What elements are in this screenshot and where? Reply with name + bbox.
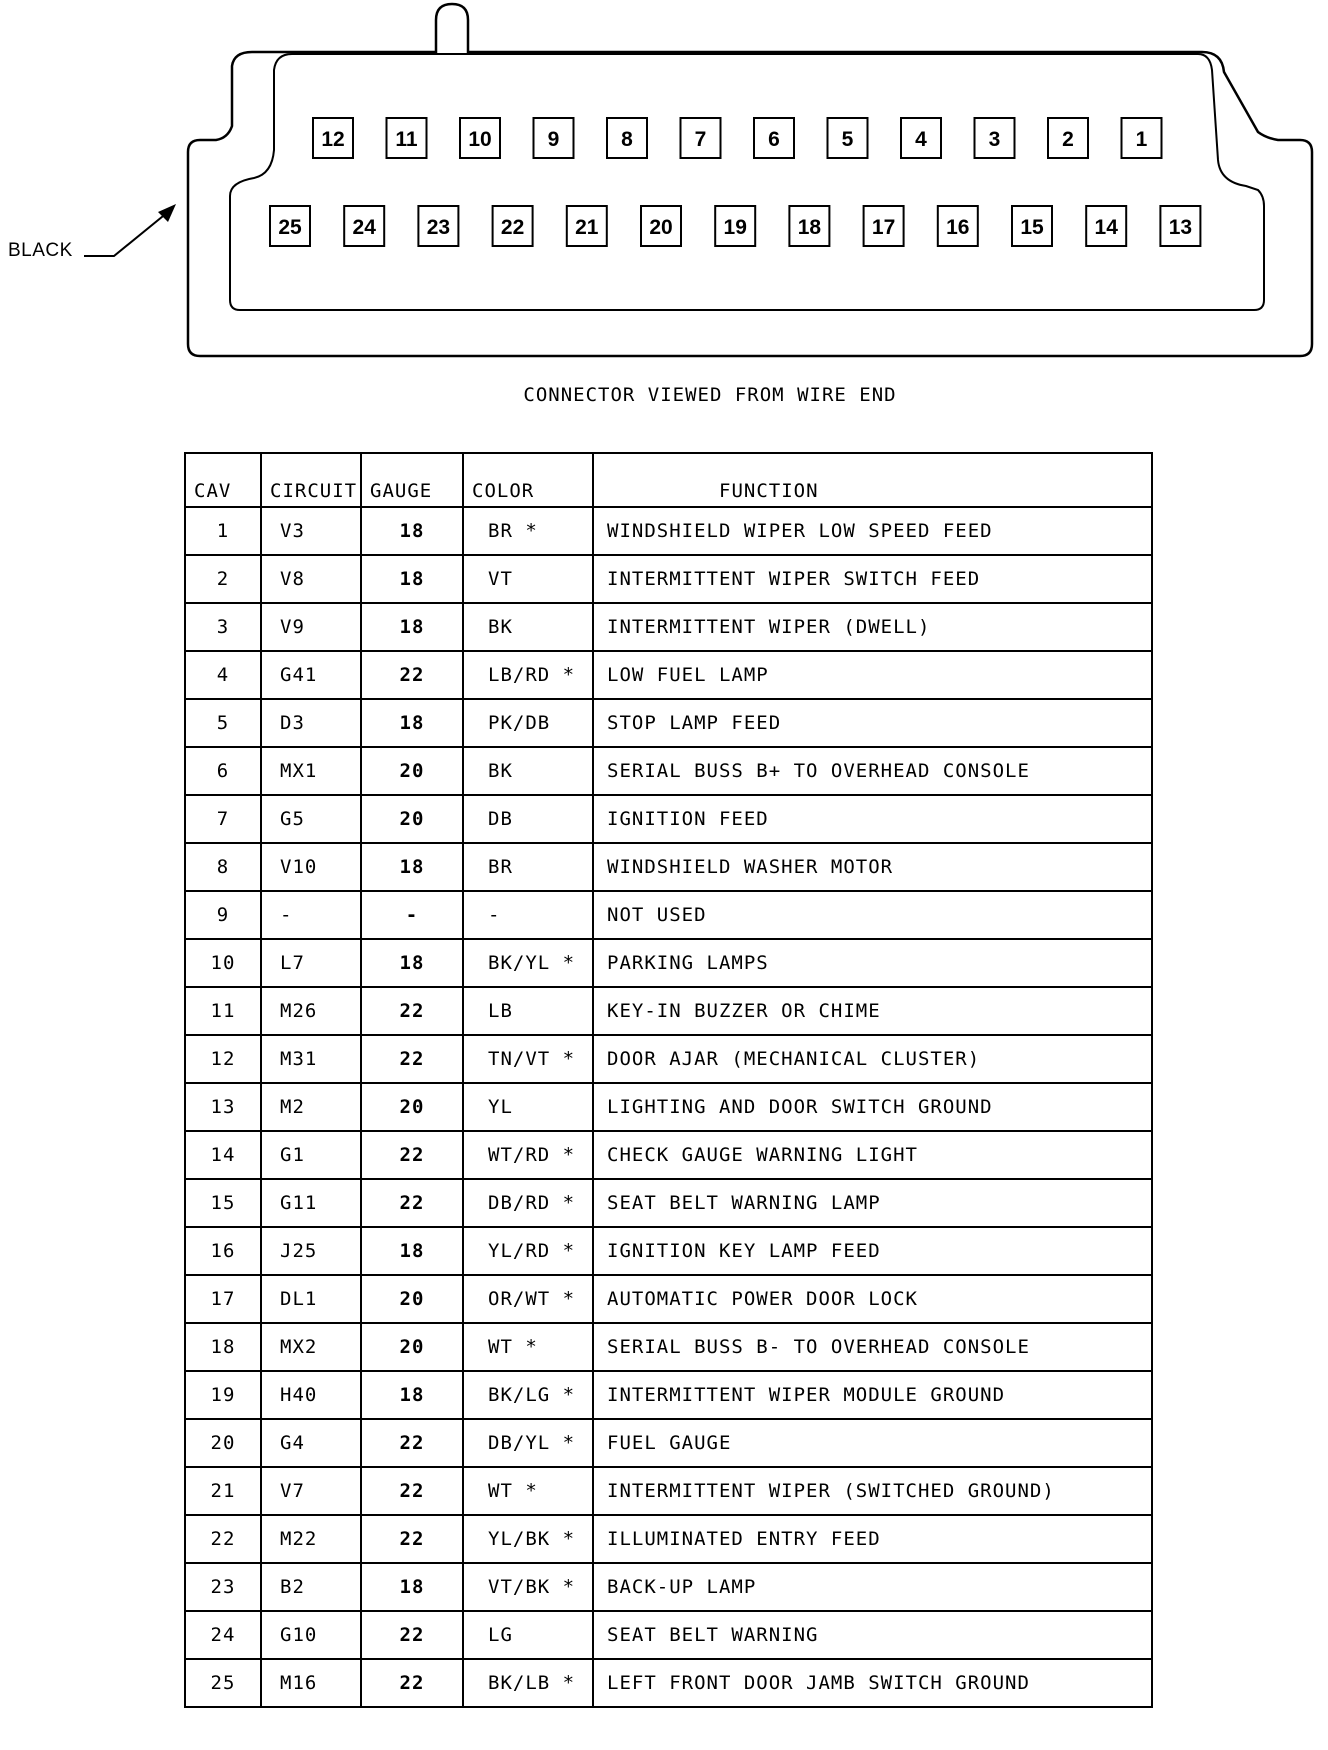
connector-inner-insert [230,54,1264,310]
table-row [185,1131,1152,1179]
cell-circuit: M2 [261,1083,361,1131]
cell-color: - [463,891,593,939]
pin-number: 1 [1135,128,1148,151]
cell-cav: 4 [185,651,261,699]
cell-function: INTERMITTENT WIPER (DWELL) [593,603,1152,651]
cell-circuit: J25 [261,1227,361,1275]
cell-circuit: - [261,891,361,939]
table-row [185,747,1152,795]
cell-function: SEAT BELT WARNING LAMP [593,1179,1152,1227]
cell-gauge: 22 [361,1131,463,1179]
cell-gauge: 22 [361,1179,463,1227]
table-row [185,603,1152,651]
pin-number: 18 [797,216,822,239]
table-row [185,1515,1152,1563]
cell-cav: 20 [185,1419,261,1467]
pin-number: 21 [575,216,599,239]
cell-color: BK/LG * [463,1371,593,1419]
cell-function: IGNITION FEED [593,795,1152,843]
header-color: COLOR [463,453,593,507]
cell-circuit: V7 [261,1467,361,1515]
cell-gauge: 20 [361,747,463,795]
cell-function: WINDSHIELD WASHER MOTOR [593,843,1152,891]
pin-number: 14 [1094,216,1118,239]
cell-cav: 3 [185,603,261,651]
connector-color-label: BLACK [8,240,73,261]
cell-function: SEAT BELT WARNING [593,1611,1152,1659]
pin-number: 24 [352,216,376,239]
table-row [185,987,1152,1035]
cell-gauge: 22 [361,651,463,699]
pin-number: 3 [988,128,1001,151]
cell-function: SERIAL BUSS B- TO OVERHEAD CONSOLE [593,1323,1152,1371]
black-pointer-arrow [84,212,168,256]
cell-circuit: G10 [261,1611,361,1659]
cell-gauge: 22 [361,1467,463,1515]
cell-circuit: DL1 [261,1275,361,1323]
cell-function: LOW FUEL LAMP [593,651,1152,699]
table-row [185,1611,1152,1659]
cell-circuit: M22 [261,1515,361,1563]
cell-gauge: - [361,891,463,939]
cell-gauge: 18 [361,555,463,603]
pin-number: 12 [321,128,345,151]
table-header-row [185,453,1152,507]
cell-gauge: 22 [361,1611,463,1659]
cell-circuit: B2 [261,1563,361,1611]
cell-cav: 19 [185,1371,261,1419]
cell-color: BK [463,603,593,651]
cell-gauge: 20 [361,1275,463,1323]
header-cav: CAV [185,453,261,507]
cell-function: SERIAL BUSS B+ TO OVERHEAD CONSOLE [593,747,1152,795]
header-circuit: CIRCUIT [261,453,361,507]
table-row [185,1371,1152,1419]
cell-cav: 8 [185,843,261,891]
cell-cav: 13 [185,1083,261,1131]
cell-color: LB [463,987,593,1035]
cell-function: DOOR AJAR (MECHANICAL CLUSTER) [593,1035,1152,1083]
table-row [185,843,1152,891]
table-row [185,1035,1152,1083]
table-row [185,1563,1152,1611]
cell-color: LG [463,1611,593,1659]
cell-gauge: 18 [361,1227,463,1275]
cell-color: YL/BK * [463,1515,593,1563]
table-row [185,1227,1152,1275]
pin-number: 2 [1062,128,1074,151]
connector-diagram [0,0,1328,420]
cell-color: WT * [463,1467,593,1515]
cell-circuit: V9 [261,603,361,651]
cell-cav: 16 [185,1227,261,1275]
top-row-pins [313,118,1162,158]
pin-number: 22 [500,216,525,239]
cell-cav: 6 [185,747,261,795]
cell-function: INTERMITTENT WIPER SWITCH FEED [593,555,1152,603]
cell-function: INTERMITTENT WIPER (SWITCHED GROUND) [593,1467,1152,1515]
cell-gauge: 18 [361,1371,463,1419]
table-row [185,651,1152,699]
cell-function: STOP LAMP FEED [593,699,1152,747]
cell-cav: 21 [185,1467,261,1515]
header-function: FUNCTION [593,453,1152,507]
cell-color: VT [463,555,593,603]
cell-cav: 14 [185,1131,261,1179]
pin-number: 13 [1168,216,1193,239]
cell-circuit: MX2 [261,1323,361,1371]
cell-function: LEFT FRONT DOOR JAMB SWITCH GROUND [593,1659,1152,1707]
cell-function: CHECK GAUGE WARNING LIGHT [593,1131,1152,1179]
table-row [185,939,1152,987]
cavity-table [184,452,1153,1708]
connector-caption: CONNECTOR VIEWED FROM WIRE END [523,384,897,406]
cell-gauge: 22 [361,1515,463,1563]
cell-color: TN/VT * [463,1035,593,1083]
cell-gauge: 18 [361,939,463,987]
cell-cav: 18 [185,1323,261,1371]
cell-function: WINDSHIELD WIPER LOW SPEED FEED [593,507,1152,555]
cell-color: YL [463,1083,593,1131]
cell-gauge: 18 [361,507,463,555]
cell-cav: 17 [185,1275,261,1323]
cell-cav: 2 [185,555,261,603]
cell-color: YL/RD * [463,1227,593,1275]
pin-number: 19 [723,216,747,239]
cell-color: BK/LB * [463,1659,593,1707]
pin-number: 23 [426,216,451,239]
cell-gauge: 20 [361,1323,463,1371]
table-row [185,1083,1152,1131]
cell-function: LIGHTING AND DOOR SWITCH GROUND [593,1083,1152,1131]
cell-cav: 22 [185,1515,261,1563]
table-row [185,1419,1152,1467]
pin-number: 10 [468,128,492,151]
pin-number: 11 [395,128,418,151]
cell-gauge: 18 [361,1563,463,1611]
cell-gauge: 18 [361,699,463,747]
cell-gauge: 22 [361,987,463,1035]
cell-color: DB/RD * [463,1179,593,1227]
cell-color: OR/WT * [463,1275,593,1323]
pin-number: 5 [841,128,854,151]
table-row [185,699,1152,747]
cell-gauge: 18 [361,843,463,891]
cell-function: BACK-UP LAMP [593,1563,1152,1611]
cell-color: BK/YL * [463,939,593,987]
table-row [185,1659,1152,1707]
cell-color: DB/YL * [463,1419,593,1467]
cell-cav: 23 [185,1563,261,1611]
cell-color: VT/BK * [463,1563,593,1611]
table-row [185,795,1152,843]
cell-circuit: M16 [261,1659,361,1707]
cell-circuit: G41 [261,651,361,699]
cell-function: INTERMITTENT WIPER MODULE GROUND [593,1371,1152,1419]
cell-gauge: 20 [361,1083,463,1131]
cell-circuit: D3 [261,699,361,747]
pin-number: 25 [278,216,302,239]
cell-color: LB/RD * [463,651,593,699]
cell-cav: 9 [185,891,261,939]
cell-gauge: 20 [361,795,463,843]
cell-function: AUTOMATIC POWER DOOR LOCK [593,1275,1152,1323]
cell-circuit: G5 [261,795,361,843]
cell-color: PK/DB [463,699,593,747]
cell-circuit: G4 [261,1419,361,1467]
cell-function: ILLUMINATED ENTRY FEED [593,1515,1152,1563]
cell-circuit: V3 [261,507,361,555]
table-row [185,891,1152,939]
cell-cav: 25 [185,1659,261,1707]
cell-circuit: M31 [261,1035,361,1083]
cell-circuit: L7 [261,939,361,987]
pin-number: 4 [915,128,927,151]
cell-cav: 1 [185,507,261,555]
cell-color: WT/RD * [463,1131,593,1179]
cell-function: IGNITION KEY LAMP FEED [593,1227,1152,1275]
cell-color: BK [463,747,593,795]
pin-number: 17 [871,216,896,239]
pin-number: 7 [694,128,707,151]
cell-color: WT * [463,1323,593,1371]
pin-number: 6 [768,128,780,151]
table-row [185,1179,1152,1227]
bottom-row-pins [270,206,1200,246]
cell-function: NOT USED [593,891,1152,939]
cell-cav: 10 [185,939,261,987]
cell-function: PARKING LAMPS [593,939,1152,987]
cell-color: BR [463,843,593,891]
table-body [185,507,1152,1707]
cell-function: KEY-IN BUZZER OR CHIME [593,987,1152,1035]
cell-circuit: M26 [261,987,361,1035]
cell-gauge: 22 [361,1659,463,1707]
cell-cav: 5 [185,699,261,747]
cell-circuit: MX1 [261,747,361,795]
cell-circuit: V8 [261,555,361,603]
connector-outer-housing [188,4,1312,356]
cell-color: BR * [463,507,593,555]
cell-circuit: V10 [261,843,361,891]
cell-cav: 24 [185,1611,261,1659]
cell-gauge: 18 [361,603,463,651]
cell-color: DB [463,795,593,843]
header-gauge: GAUGE [361,453,463,507]
pin-number: 16 [946,216,970,239]
pin-number: 15 [1020,216,1044,239]
cell-gauge: 22 [361,1035,463,1083]
table-row [185,1275,1152,1323]
cell-gauge: 22 [361,1419,463,1467]
pin-number: 9 [547,128,560,151]
cell-circuit: G1 [261,1131,361,1179]
cell-circuit: H40 [261,1371,361,1419]
arrowhead-icon [158,204,176,222]
pin-number: 20 [649,216,673,239]
pin-number: 8 [621,128,633,151]
cell-cav: 7 [185,795,261,843]
table-row [185,555,1152,603]
cell-cav: 15 [185,1179,261,1227]
table-row [185,1467,1152,1515]
cell-circuit: G11 [261,1179,361,1227]
cell-cav: 12 [185,1035,261,1083]
cell-function: FUEL GAUGE [593,1419,1152,1467]
table-row [185,507,1152,555]
cell-cav: 11 [185,987,261,1035]
table-row [185,1323,1152,1371]
